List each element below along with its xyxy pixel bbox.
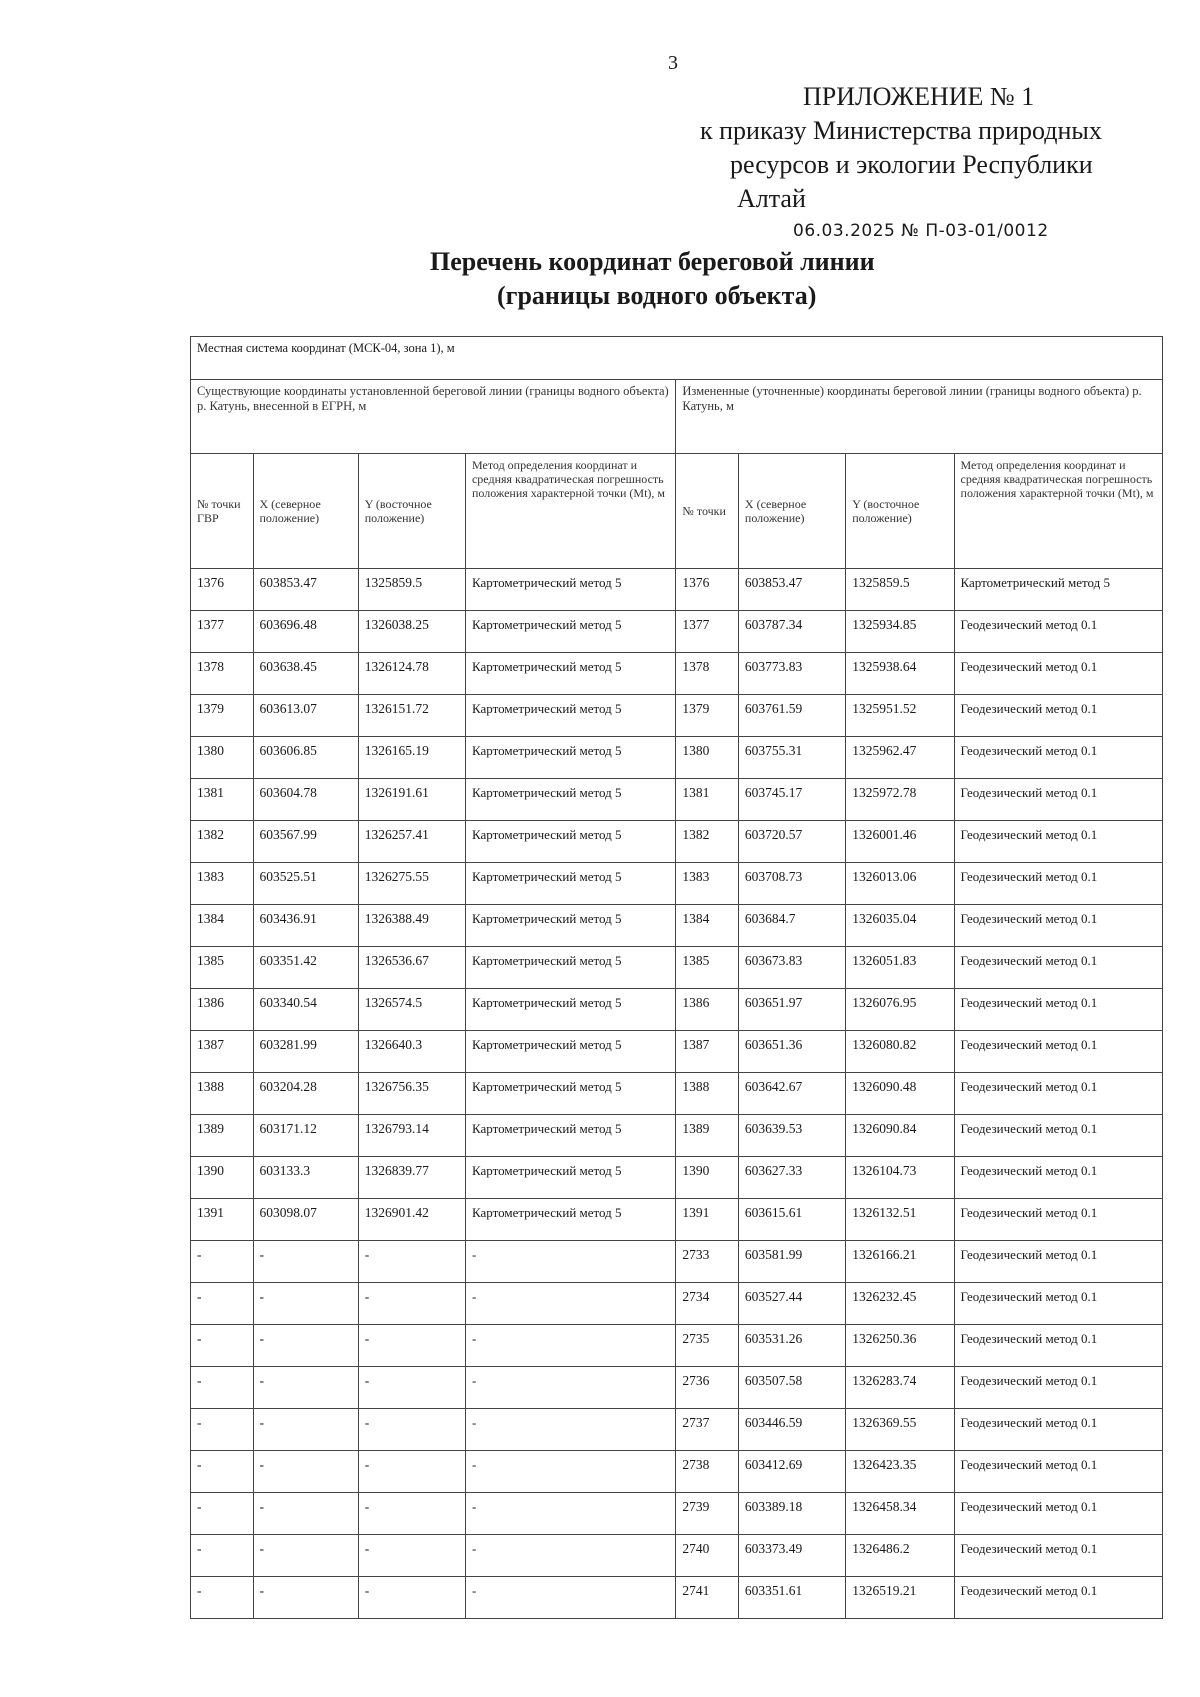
coordinate-system-row xyxy=(191,337,1163,380)
table-cell: - xyxy=(358,1283,465,1325)
table-cell: 1326166.21 xyxy=(846,1241,954,1283)
table-cell: 1376 xyxy=(191,569,254,611)
table-cell: - xyxy=(253,1409,358,1451)
table-cell: 603755.31 xyxy=(738,737,845,779)
table-cell: 1325938.64 xyxy=(846,653,954,695)
table-cell: Геодезический метод 0.1 xyxy=(954,611,1162,653)
table-cell: 603567.99 xyxy=(253,821,358,863)
appendix-line-4: Алтай xyxy=(737,184,806,213)
table-row xyxy=(191,1451,1163,1493)
table-cell: - xyxy=(253,1241,358,1283)
table-row xyxy=(191,1367,1163,1409)
table-cell: 603098.07 xyxy=(253,1199,358,1241)
table-cell: 603615.61 xyxy=(738,1199,845,1241)
table-cell: 1326536.67 xyxy=(358,947,465,989)
table-cell: - xyxy=(191,1577,254,1619)
table-cell: Геодезический метод 0.1 xyxy=(954,863,1162,905)
table-cell: 1325859.5 xyxy=(846,569,954,611)
table-cell: 603340.54 xyxy=(253,989,358,1031)
table-cell: Геодезический метод 0.1 xyxy=(954,947,1162,989)
group-changed-cell: Измененные (уточненные) координаты береговой линии (границы водного объекта) р. Катунь, м xyxy=(676,380,1163,454)
table-cell: 1390 xyxy=(191,1157,254,1199)
table-cell: - xyxy=(465,1367,675,1409)
table-cell: - xyxy=(191,1535,254,1577)
table-cell: Картометрический метод 5 xyxy=(465,989,675,1031)
table-cell: Геодезический метод 0.1 xyxy=(954,1199,1162,1241)
table-cell: 1379 xyxy=(191,695,254,737)
table-cell: - xyxy=(253,1283,358,1325)
table-cell: Геодезический метод 0.1 xyxy=(954,737,1162,779)
table-cell: 1326038.25 xyxy=(358,611,465,653)
table-cell: 603581.99 xyxy=(738,1241,845,1283)
table-cell: 1326275.55 xyxy=(358,863,465,905)
table-cell: Геодезический метод 0.1 xyxy=(954,1283,1162,1325)
table-cell: 1325951.52 xyxy=(846,695,954,737)
table-cell: - xyxy=(191,1241,254,1283)
table-cell: - xyxy=(465,1451,675,1493)
table-row xyxy=(191,989,1163,1031)
table-cell: - xyxy=(358,1367,465,1409)
table-cell: Геодезический метод 0.1 xyxy=(954,1073,1162,1115)
table-cell: 603389.18 xyxy=(738,1493,845,1535)
table-cell: 603720.57 xyxy=(738,821,845,863)
table-cell: 1383 xyxy=(676,863,739,905)
table-cell: Геодезический метод 0.1 xyxy=(954,695,1162,737)
table-cell: - xyxy=(253,1325,358,1367)
table-cell: 603604.78 xyxy=(253,779,358,821)
table-cell: - xyxy=(191,1367,254,1409)
title-line-1: Перечень координат береговой линии xyxy=(430,247,875,276)
table-row xyxy=(191,1199,1163,1241)
table-cell: 2734 xyxy=(676,1283,739,1325)
table-cell: 1326076.95 xyxy=(846,989,954,1031)
header-cell: X (северное положение) xyxy=(253,454,358,569)
table-cell: 1380 xyxy=(191,737,254,779)
table-cell: 1326001.46 xyxy=(846,821,954,863)
table-cell: Геодезический метод 0.1 xyxy=(954,1325,1162,1367)
table-cell: Геодезический метод 0.1 xyxy=(954,905,1162,947)
table-cell: Картометрический метод 5 xyxy=(465,947,675,989)
table-cell: - xyxy=(465,1325,675,1367)
table-cell: - xyxy=(253,1493,358,1535)
table-cell: 1391 xyxy=(676,1199,739,1241)
table-cell: Картометрический метод 5 xyxy=(465,779,675,821)
table-cell: 1326035.04 xyxy=(846,905,954,947)
coordinates-table xyxy=(190,336,1163,1619)
table-cell: 603373.49 xyxy=(738,1535,845,1577)
table-row xyxy=(191,653,1163,695)
table-cell: Картометрический метод 5 xyxy=(465,1073,675,1115)
table-cell: - xyxy=(358,1451,465,1493)
table-cell: 603853.47 xyxy=(738,569,845,611)
table-cell: Картометрический метод 5 xyxy=(954,569,1162,611)
table-cell: 603627.33 xyxy=(738,1157,845,1199)
table-cell: 1377 xyxy=(191,611,254,653)
table-cell: - xyxy=(358,1493,465,1535)
table-cell: 1386 xyxy=(191,989,254,1031)
table-cell: 603853.47 xyxy=(253,569,358,611)
table-cell: 603507.58 xyxy=(738,1367,845,1409)
table-cell: - xyxy=(465,1577,675,1619)
table-cell: 1326486.2 xyxy=(846,1535,954,1577)
table-cell: - xyxy=(191,1409,254,1451)
table-cell: 603204.28 xyxy=(253,1073,358,1115)
table-cell: Картометрический метод 5 xyxy=(465,821,675,863)
table-cell: 1326151.72 xyxy=(358,695,465,737)
table-cell: Картометрический метод 5 xyxy=(465,695,675,737)
table-cell: 1326519.21 xyxy=(846,1577,954,1619)
table-cell: 1381 xyxy=(191,779,254,821)
table-cell: 1382 xyxy=(191,821,254,863)
table-cell: 1326104.73 xyxy=(846,1157,954,1199)
table-cell: Картометрический метод 5 xyxy=(465,737,675,779)
appendix-header xyxy=(700,80,1160,216)
table-row xyxy=(191,863,1163,905)
table-cell: 603684.7 xyxy=(738,905,845,947)
table-row xyxy=(191,1031,1163,1073)
table-cell: - xyxy=(465,1409,675,1451)
table-cell: - xyxy=(253,1451,358,1493)
header-cell: № точки ГВР xyxy=(191,454,254,569)
table-cell: 603446.59 xyxy=(738,1409,845,1451)
table-cell: 1326257.41 xyxy=(358,821,465,863)
table-row xyxy=(191,1409,1163,1451)
order-reference: 06.03.2025 № П-03-01/0012 xyxy=(793,221,1049,241)
header-cell: X (северное положение) xyxy=(738,454,845,569)
table-cell: 603745.17 xyxy=(738,779,845,821)
table-cell: 1388 xyxy=(676,1073,739,1115)
table-row xyxy=(191,905,1163,947)
table-cell: 1326756.35 xyxy=(358,1073,465,1115)
table-cell: 1383 xyxy=(191,863,254,905)
table-cell: Геодезический метод 0.1 xyxy=(954,1535,1162,1577)
table-cell: 1377 xyxy=(676,611,739,653)
table-cell: Геодезический метод 0.1 xyxy=(954,1367,1162,1409)
table-cell: Картометрический метод 5 xyxy=(465,1199,675,1241)
table-cell: - xyxy=(465,1241,675,1283)
header-cell: Метод определения координат и средняя квадратическая погрешность положения характерной точки (Mt), м xyxy=(954,454,1162,569)
table-cell: 1381 xyxy=(676,779,739,821)
table-cell: - xyxy=(253,1535,358,1577)
table-cell: 1326051.83 xyxy=(846,947,954,989)
table-row xyxy=(191,1325,1163,1367)
table-cell: - xyxy=(358,1535,465,1577)
table-cell: 1382 xyxy=(676,821,739,863)
table-cell: - xyxy=(465,1535,675,1577)
document-title xyxy=(380,245,940,313)
table-cell: 603351.42 xyxy=(253,947,358,989)
table-cell: 603639.53 xyxy=(738,1115,845,1157)
header-cell: Y (восточное положение) xyxy=(358,454,465,569)
table-cell: - xyxy=(358,1409,465,1451)
table-cell: - xyxy=(253,1577,358,1619)
table-row xyxy=(191,1157,1163,1199)
page-number: 3 xyxy=(668,52,678,74)
table-cell: 1326839.77 xyxy=(358,1157,465,1199)
table-cell: 1326388.49 xyxy=(358,905,465,947)
table-row xyxy=(191,947,1163,989)
title-line-2: (границы водного объекта) xyxy=(497,281,817,310)
table-cell: 1387 xyxy=(191,1031,254,1073)
table-cell: 1388 xyxy=(191,1073,254,1115)
table-cell: 1384 xyxy=(676,905,739,947)
table-cell: 1326250.36 xyxy=(846,1325,954,1367)
table-cell: - xyxy=(465,1283,675,1325)
table-cell: 603761.59 xyxy=(738,695,845,737)
table-cell: - xyxy=(358,1325,465,1367)
table-cell: 603773.83 xyxy=(738,653,845,695)
table-cell: 2735 xyxy=(676,1325,739,1367)
table-cell: Геодезический метод 0.1 xyxy=(954,1031,1162,1073)
table-cell: 603651.36 xyxy=(738,1031,845,1073)
table-cell: 1385 xyxy=(676,947,739,989)
table-row xyxy=(191,737,1163,779)
table-cell: 1384 xyxy=(191,905,254,947)
group-header-row xyxy=(191,380,1163,454)
table-cell: 603642.67 xyxy=(738,1073,845,1115)
table-cell: 603606.85 xyxy=(253,737,358,779)
table-cell: - xyxy=(358,1241,465,1283)
table-cell: Картометрический метод 5 xyxy=(465,905,675,947)
table-cell: 1386 xyxy=(676,989,739,1031)
table-cell: - xyxy=(358,1577,465,1619)
table-cell: Картометрический метод 5 xyxy=(465,653,675,695)
table-cell: 603531.26 xyxy=(738,1325,845,1367)
table-cell: 1326283.74 xyxy=(846,1367,954,1409)
table-cell: Геодезический метод 0.1 xyxy=(954,1577,1162,1619)
table-cell: 1326080.82 xyxy=(846,1031,954,1073)
table-cell: 1326191.61 xyxy=(358,779,465,821)
table-body xyxy=(191,337,1163,1619)
table-cell: 603281.99 xyxy=(253,1031,358,1073)
table-row xyxy=(191,1493,1163,1535)
table-cell: - xyxy=(191,1325,254,1367)
table-cell: Геодезический метод 0.1 xyxy=(954,1409,1162,1451)
table-cell: 1390 xyxy=(676,1157,739,1199)
table-cell: 1378 xyxy=(676,653,739,695)
table-cell: 1326090.84 xyxy=(846,1115,954,1157)
table-row xyxy=(191,569,1163,611)
table-cell: 2741 xyxy=(676,1577,739,1619)
table-cell: 603133.3 xyxy=(253,1157,358,1199)
table-cell: 603673.83 xyxy=(738,947,845,989)
table-row xyxy=(191,695,1163,737)
table-cell: 603708.73 xyxy=(738,863,845,905)
table-row xyxy=(191,1283,1163,1325)
table-cell: 1325962.47 xyxy=(846,737,954,779)
table-cell: 1326124.78 xyxy=(358,653,465,695)
table-cell: 1379 xyxy=(676,695,739,737)
table-cell: Геодезический метод 0.1 xyxy=(954,1241,1162,1283)
group-existing-cell: Существующие координаты установленной береговой линии (границы водного объекта) р. Катунь, внесенной в ЕГРН, м xyxy=(191,380,676,454)
table-cell: 603638.45 xyxy=(253,653,358,695)
table-cell: Картометрический метод 5 xyxy=(465,611,675,653)
table-cell: 1326423.35 xyxy=(846,1451,954,1493)
table-cell: 1325972.78 xyxy=(846,779,954,821)
table-cell: 603436.91 xyxy=(253,905,358,947)
table-cell: Картометрический метод 5 xyxy=(465,863,675,905)
header-cell: № точки xyxy=(676,454,739,569)
table-cell: Геодезический метод 0.1 xyxy=(954,779,1162,821)
table-cell: 2736 xyxy=(676,1367,739,1409)
table-cell: Геодезический метод 0.1 xyxy=(954,653,1162,695)
table-cell: 603351.61 xyxy=(738,1577,845,1619)
table-cell: 2740 xyxy=(676,1535,739,1577)
table-cell: 1385 xyxy=(191,947,254,989)
appendix-line-2: к приказу Министерства природных xyxy=(700,116,1102,145)
table-cell: 1326132.51 xyxy=(846,1199,954,1241)
appendix-title: ПРИЛОЖЕНИЕ № 1 xyxy=(803,82,1035,111)
table-cell: 2733 xyxy=(676,1241,739,1283)
table-cell: Картометрический метод 5 xyxy=(465,1031,675,1073)
table-cell: Геодезический метод 0.1 xyxy=(954,1451,1162,1493)
table-cell: 1389 xyxy=(676,1115,739,1157)
table-cell: 603525.51 xyxy=(253,863,358,905)
table-cell: 1326090.48 xyxy=(846,1073,954,1115)
table-row xyxy=(191,821,1163,863)
table-cell: 603613.07 xyxy=(253,695,358,737)
table-cell: - xyxy=(191,1451,254,1493)
table-cell: - xyxy=(465,1493,675,1535)
table-row xyxy=(191,1577,1163,1619)
table-cell: 1326640.3 xyxy=(358,1031,465,1073)
table-cell: Геодезический метод 0.1 xyxy=(954,1157,1162,1199)
table-cell: 1325934.85 xyxy=(846,611,954,653)
table-cell: 2737 xyxy=(676,1409,739,1451)
table-cell: 1387 xyxy=(676,1031,739,1073)
table-cell: 2739 xyxy=(676,1493,739,1535)
table-cell: 1326458.34 xyxy=(846,1493,954,1535)
table-cell: 1389 xyxy=(191,1115,254,1157)
table-cell: - xyxy=(191,1493,254,1535)
table-cell: 1391 xyxy=(191,1199,254,1241)
table-cell: 1376 xyxy=(676,569,739,611)
table-cell: Картометрический метод 5 xyxy=(465,569,675,611)
table-row xyxy=(191,1241,1163,1283)
table-cell: 2738 xyxy=(676,1451,739,1493)
table-row xyxy=(191,611,1163,653)
header-cell: Y (восточное положение) xyxy=(846,454,954,569)
appendix-line-3: ресурсов и экологии Республики xyxy=(730,150,1093,179)
table-cell: Геодезический метод 0.1 xyxy=(954,821,1162,863)
table-cell: Картометрический метод 5 xyxy=(465,1157,675,1199)
coordinate-system-cell: Местная система координат (МСК-04, зона 1), м xyxy=(191,337,1163,380)
table-cell: 1326165.19 xyxy=(358,737,465,779)
table-cell: - xyxy=(191,1283,254,1325)
table-row xyxy=(191,779,1163,821)
table-cell: 603651.97 xyxy=(738,989,845,1031)
table-cell: 1378 xyxy=(191,653,254,695)
header-cell: Метод определения координат и средняя квадратическая погрешность положения характерной точки (Mt), м xyxy=(465,454,675,569)
table-cell: 1326793.14 xyxy=(358,1115,465,1157)
table-cell: 1326574.5 xyxy=(358,989,465,1031)
table-cell: 603787.34 xyxy=(738,611,845,653)
table-cell: 603527.44 xyxy=(738,1283,845,1325)
column-header-row xyxy=(191,454,1163,569)
table-cell: 1326232.45 xyxy=(846,1283,954,1325)
table-row xyxy=(191,1073,1163,1115)
table-cell: 603412.69 xyxy=(738,1451,845,1493)
table-cell: 603696.48 xyxy=(253,611,358,653)
table-cell: 1380 xyxy=(676,737,739,779)
table-row xyxy=(191,1115,1163,1157)
table-cell: 1326901.42 xyxy=(358,1199,465,1241)
table-cell: Геодезический метод 0.1 xyxy=(954,1115,1162,1157)
table-cell: 603171.12 xyxy=(253,1115,358,1157)
table-cell: - xyxy=(253,1367,358,1409)
table-cell: 1325859.5 xyxy=(358,569,465,611)
table-cell: Геодезический метод 0.1 xyxy=(954,989,1162,1031)
table-cell: 1326013.06 xyxy=(846,863,954,905)
table-cell: 1326369.55 xyxy=(846,1409,954,1451)
table-row xyxy=(191,1535,1163,1577)
table-cell: Картометрический метод 5 xyxy=(465,1115,675,1157)
table-cell: Геодезический метод 0.1 xyxy=(954,1493,1162,1535)
